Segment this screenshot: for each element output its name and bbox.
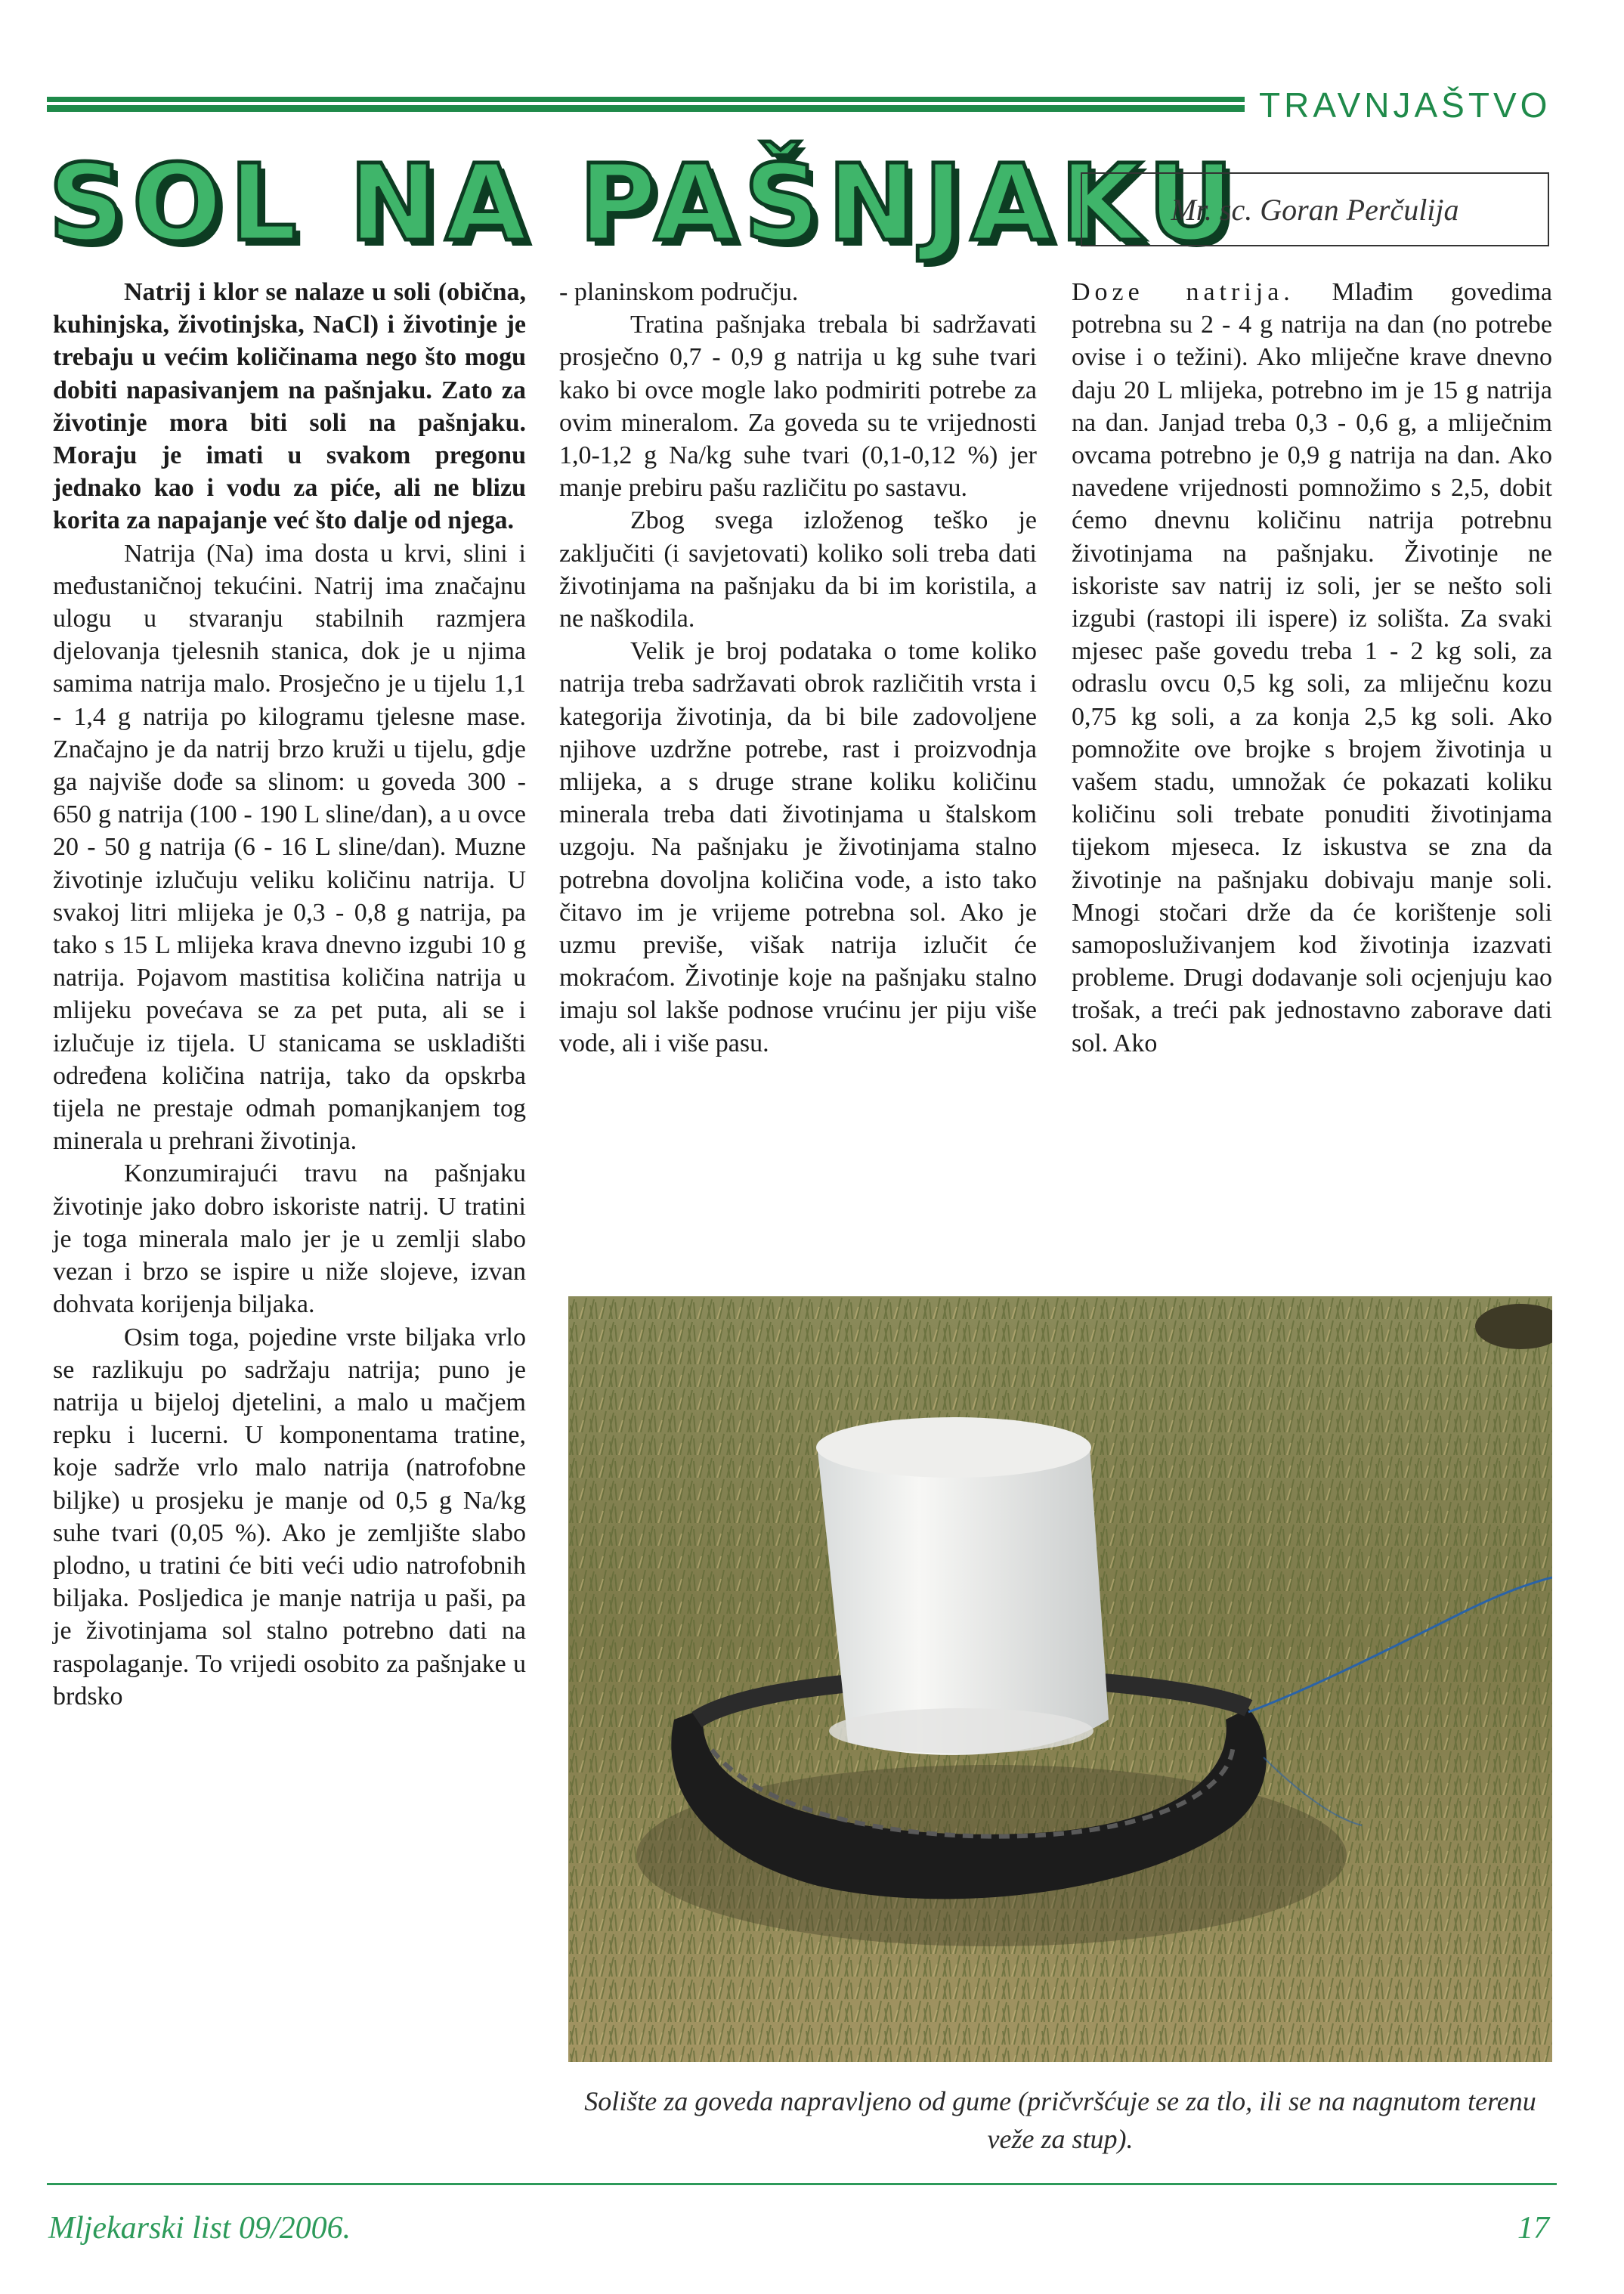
- paragraph: Velik je broj podataka o tome koliko natrija treba sadržavati obrok različitih vrsta i kategorija životinja, da bi bile zadovoljene njihove uzdržne potrebe, rast i proizvodnja mlijeka, a s druge strane koliku količinu minerala treba dati životinjama u štalskom uzgoju. Na pašnjaku je životinjama stalno potrebna dovoljna količina vode, a isto tako čitavo im je vrijeme potrebna sol. Ako je uzmu previše, višak natrija izlučit će mokraćom. Životinje koje na pašnjaku stalno imaju sol lakše podnose vrućinu jer piju više vode, ali i više pasu.: [559, 637, 1037, 1057]
- paragraph: Tratina pašnjaka trebala bi sadržavati prosječno 0,7 - 0,9 g natrija u kg suhe tvari kako bi ovce mogle lako podmiriti potrebe za ovim mineralom. Za goveda su te vrijednosti 1,0-1,2 g Na/kg suhe tvari (0,1-0,12 %) jer manje prebiru pašu različitu po sastavu.: [559, 311, 1037, 503]
- author-box: [1081, 172, 1549, 246]
- paragraph: Zbog svega izloženog teško je zaključiti (i savjetovati) koliko soli treba dati životinjama na pašnjaku da bi im koristila, a ne naškodila.: [559, 506, 1037, 633]
- page-number: 17: [1517, 2211, 1549, 2246]
- author-name: Mr. sc. Goran Perčulija: [1171, 192, 1459, 227]
- paragraph-text: Mlađim govedima potrebna su 2 - 4 g natrija na dan (no potrebe ovise i o težini). Ako mliječne krave dnevno daju 20 L mlijeka, potrebno im je 15 g natrija na dan. Janjad treba 0,3 - 0,6 g, a mliječnim ovcama potrebno je 0,9 g natrija na dan. Ako navedene vrijednosti pomnožimo s 2,5, dobit ćemo dnevnu količinu natrija potrebnu životinjama na pašnjaku. Životinje ne iskoriste sav natrij iz soli, jer se nešto soli izgubi (rastopi ili ispere) iz solišta. Za svaki mjesec paše govedu treba 1 - 2 kg soli, za odraslu ovcu 0,5 kg soli, za mliječnu kozu 0,75 kg soli, a za konja 2,5 kg soli. Ako pomnožite ove brojke s brojem životinja u vašem stadu, umnožak će pokazati koliku količinu soli trebate ponuditi životinjama tijekom mjeseca. Iz iskustva se zna da životinje na pašnjaku dobivaju manje soli. Mnogi stočari drže da će korištenje soli samoposluživanjem kod životinja izazvati probleme. Drugi dodavanje soli ocjenjuju kao trošak, a treći pak jednostavno zaborave dati sol. Ako: [1072, 278, 1553, 1057]
- paragraph: Osim toga, pojedine vrste biljaka vrlo se razlikuju po sadržaju natrija; puno je natrija u bijeloj djetelini, a malo u mačjem repku i lucerni. U komponentama tratine, koje sadrže vrlo malo natrija (natrofobne biljke) u prosjeku je manje od 0,5 g Na/kg suhe tvari (0,05 %). Ako je zemljište slabo plodno, u tratini će biti veći udio natrofobnih biljaka. Posljedica je manje natrija u paši, pa je životinjama sol stalno potrebno dati na raspolaganje. To vrijedi osobito za pašnjake u brdsko: [53, 1323, 526, 1710]
- text-column-3: [1072, 276, 1552, 1289]
- paragraph: [1072, 276, 1552, 1060]
- publication-info: Mljekarski list 09/2006.: [48, 2211, 351, 2246]
- header-rule: [47, 97, 1245, 112]
- text-column-2: [559, 276, 1037, 1289]
- paragraph: Konzumirajući travu na pašnjaku životinje jako dobro iskoriste natrij. U tratini je toga minerala malo jer je u zemlji slabo vezan i brzo se ispire u niže slojeve, izvan dohvata korijenja biljaka.: [53, 1159, 526, 1319]
- figure-caption: Solište za goveda napravljeno od gume (pričvršćuje se za tlo, ili se na nagnutom terenu veže za stup).: [584, 2086, 1536, 2154]
- salt-lick-photo: [568, 1296, 1552, 2062]
- salt-lick-image: [568, 1296, 1552, 2062]
- paragraph-continuation: - planinskom području.: [559, 278, 799, 306]
- article-title: SOL NA PAŠNJAKU: [48, 142, 1242, 265]
- section-label: TRAVNJAŠTVO: [1259, 85, 1551, 125]
- subheading-doze-natrija: Doze natrija.: [1072, 278, 1295, 306]
- text-column-1: [53, 276, 526, 2150]
- salt-block: [816, 1417, 1109, 1755]
- footer-rule: [47, 2183, 1557, 2185]
- paragraph: Natrija (Na) ima dosta u krvi, slini i međustaničnoj tekućini. Natrij ima značajnu ulogu u stvaranju stabilnih razmjera djelovanja tjelesnih stanica, dok je u njima samima natrija malo. Prosječno je u tijelu 1,1 - 1,4 g natrija po kilogramu tjelesne mase. Značajno je da natrij brzo kruži u tijelu, gdje ga najviše dođe sa slinom: u goveda 300 - 650 g natrija (100 - 190 L sline/dan), a u ovce 20 - 50 g natrija (6 - 16 L sline/dan). Muzne životinje izlučuju veliku količinu natrija. U svakoj litri mlijeka je 0,3 - 0,8 g natrija, pa tako s 15 L mlijeka krava dnevno izgubi 10 g natrija. Pojavom mastitisa količina natrija u mlijeku povećava se za pet puta, ali se i izlučuje iz tijela. U stanicama se uskladišti određena količina natrija, tako da opskrba tijela ne prestaje odmah pomanjkanjem tog minerala u prehrani životinja.: [53, 539, 526, 1156]
- lead-paragraph: Natrij i klor se nalaze u soli (obična, kuhinjska, životinjska, NaCl) i životinje je trebaju u većim količinama nego što mogu dobiti napasivanjem na pašnjaku. Zato za životinje mora biti soli na pašnjaku. Moraju je imati u svakom pregonu jednako kao i vodu za piće, ali ne blizu korita za napajanje već što dalje od njega.: [53, 278, 526, 535]
